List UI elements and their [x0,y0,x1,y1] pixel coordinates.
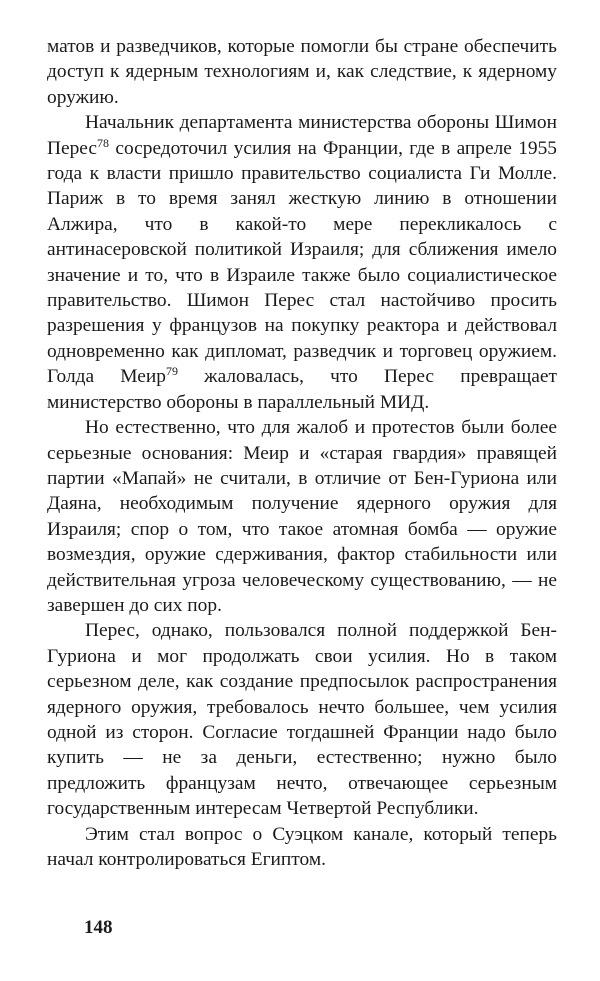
footnote-ref-78[interactable]: 78 [97,135,110,150]
paragraph-3: Но естественно, что для жалоб и протестов были более серьезные основания: Меир и «старая гвардия» правящей партии «Мапай» не считали, в отличие от Бен-Гуриона или Даяна, необходимым получение ядерного оружия для Израиля; спор о том, что такое атомная бомба — оружие возмездия, оружие сдерживания, фактор стабильности или действительная угроза человеческому существованию, — не завершен до сих пор. [47,417,557,616]
paragraph-2-text-c: жаловалась, что Перес превращает министерство обороны в параллельный МИД. [47,366,557,413]
footnote-ref-79[interactable]: 79 [165,364,178,379]
paragraph-5: Этим стал вопрос о Суэцком канале, который теперь начал контролироваться Египтом. [47,823,557,870]
page-number: 148 [84,917,113,938]
body-text [47,34,557,872]
paragraph-4: Перес, однако, пользовался полной поддержкой Бен-Гуриона и мог продолжать свои усилия. Но в таком серьезном деле, как создание предпосылок распространения ядерного оружия, требовалось нечто большее, чем усилия одной из сторон. Согласие тогдашней Франции надо было купить — не за деньги, естественно; нужно было предложить французам нечто, отвечающее серьезным государственным интересам Четвертой Республики. [47,620,557,820]
paragraph-1: матов и разведчиков, которые помогли бы стране обеспечить доступ к ядерным технологиям и, как следствие, к ядерному оружию. [47,36,557,108]
paragraph-2 [47,110,557,415]
paragraph-2-text-a: Начальник департамента министерства обороны Шимон Перес [47,112,557,159]
paragraph-2-text-b: сосредоточил усилия на Франции, где в апреле 1955 года к власти пришло правительство социалиста Ги Молле. Париж в то время занял жесткую линию в отношении Алжира, что в какой-то мере перекликалось с антинасеровской политикой Израиля; для сближения имело значение и то, что в Израиле также было социалистическое правительство. Шимон Перес стал настойчиво просить разрешения у французов на покупку реактора и действовал одновременно как дипломат, разведчик и торговец оружием. Голда Меир [47,137,557,388]
